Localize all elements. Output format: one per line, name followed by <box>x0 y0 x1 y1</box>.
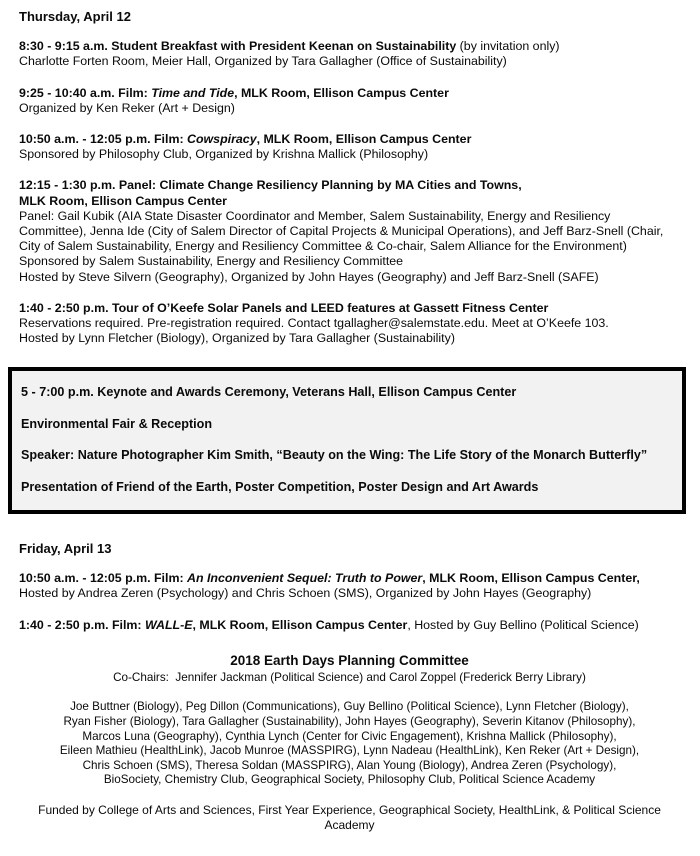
text-run: , MLK Room, Ellison Campus Center <box>256 132 472 147</box>
text-run: Organized by Ken Reker (Art + Design) <box>19 100 235 115</box>
committee-member-line: Marcos Luna (Geography), Cynthia Lynch (Center for Civic Engagement), Krishna Mallick (Philosophy), <box>82 729 617 743</box>
keynote-line: Presentation of Friend of the Earth, Poster Competition, Poster Design and Art Awards <box>21 479 539 494</box>
text-run: , MLK Room, Ellison Campus Center <box>192 617 408 632</box>
text-run: , MLK Room, Ellison Campus Center <box>234 85 449 100</box>
event-panel-climate-resiliency <box>19 178 680 284</box>
day-heading-friday: Friday, April 13 <box>19 541 112 557</box>
keynote-line: Environmental Fair & Reception <box>21 416 213 431</box>
keynote-line: 5 - 7:00 p.m. Keynote and Awards Ceremony, Veterans Hall, Ellison Campus Center <box>21 385 517 400</box>
text-run: Hosted by Andrea Zeren (Psychology) and Chris Schoen (SMS), Organized by John Hayes (Geography) <box>19 586 592 601</box>
text-run: (by invitation only) <box>456 39 560 54</box>
event-line <box>19 571 680 601</box>
event-line <box>19 54 680 69</box>
event-line <box>19 39 680 54</box>
day-heading-thursday: Thursday, April 12 <box>19 9 131 24</box>
text-run: , Hosted by Guy Bellino (Political Science) <box>407 617 639 632</box>
committee-member-line: Joe Buttner (Biology), Peg Dillon (Communications), Guy Bellino (Political Science), Lynn Fletcher (Biology), <box>70 700 629 714</box>
text-run: Hosted by Lynn Fletcher (Biology), Organized by Tara Gallagher (Sustainability) <box>19 331 455 346</box>
event-film-time-and-tide <box>19 86 680 116</box>
event-line <box>19 331 680 346</box>
committee-member-line: Eileen Mathieu (HealthLink), Jacob Munroe (MASSPIRG), Lynn Nadeau (HealthLink), Ken Reker (Art + Design), <box>59 744 640 758</box>
event-line <box>19 101 680 116</box>
event-line <box>19 132 680 147</box>
event-film-cowspiracy <box>19 132 680 162</box>
committee-member-line: Ryan Fisher (Biology), Tara Gallagher (Sustainability), John Hayes (Geography), Severin Kitanov (Philosophy), <box>63 714 636 728</box>
text-run: 9:25 - 10:40 a.m. Film: <box>19 85 152 100</box>
text-run: 10:50 a.m. - 12:05 p.m. Film: <box>19 571 188 586</box>
event-line <box>19 316 680 331</box>
text-run: 8:30 - 9:15 a.m. Student Breakfast with President Keenan on Sustainability <box>19 39 457 54</box>
event-line <box>19 147 680 162</box>
text-run: 10:50 a.m. - 12:05 p.m. Film: <box>19 132 188 147</box>
text-run: Time and Tide <box>151 85 235 100</box>
email-text: tgallagher@salemstate.edu <box>333 316 485 331</box>
event-line <box>19 178 680 193</box>
text-run: Cowspiracy <box>187 132 257 147</box>
text-run: WALL-E <box>145 617 193 632</box>
event-line <box>19 254 680 269</box>
funding-note: Funded by College of Arts and Sciences, First Year Experience, Geographical Society, HealthLink, & Political Science Academy <box>38 802 661 833</box>
text-run: , MLK Room, Ellison Campus Center, <box>422 571 640 586</box>
keynote-box <box>8 367 686 514</box>
text-run: Sponsored by Salem Sustainability, Energy and Resiliency Committee <box>19 254 404 269</box>
text-run: . Meet at O’Keefe 103. <box>484 316 609 331</box>
event-student-breakfast <box>19 39 680 69</box>
committee-member-line: BioSociety, Chemistry Club, Geographical Society, Philosophy Club, Political Science Academy <box>103 773 596 787</box>
text-run: 12:15 - 1:30 p.m. Panel: Climate Change Resiliency Planning by MA Cities and Towns, <box>19 178 522 193</box>
text-run: Hosted by Steve Silvern (Geography), Organized by John Hayes (Geography) and Jeff Barz-Snell (SAFE) <box>19 269 599 284</box>
committee-members <box>19 700 680 788</box>
event-line <box>19 618 680 633</box>
event-line <box>19 209 680 255</box>
event-film-inconvenient-sequel <box>19 571 680 601</box>
text-run: MLK Room, Ellison Campus Center <box>19 193 227 208</box>
text-run: 1:40 - 2:50 p.m. Film: <box>19 617 146 632</box>
event-line <box>19 270 680 285</box>
event-line <box>19 86 680 101</box>
event-solar-tour <box>19 301 680 347</box>
event-film-wall-e <box>19 618 680 633</box>
keynote-line: Speaker: Nature Photographer Kim Smith, “Beauty on the Wing: The Life Story of the Monarch Butterfly” <box>21 448 648 463</box>
event-line <box>19 194 680 209</box>
text-run: Sponsored by Philosophy Club, Organized by Krishna Mallick (Philosophy) <box>19 147 429 162</box>
text-run: Charlotte Forten Room, Meier Hall, Organized by Tara Gallagher (Office of Sustainability) <box>19 54 507 69</box>
committee-title: 2018 Earth Days Planning Committee <box>230 652 469 668</box>
text-run: 1:40 - 2:50 p.m. Tour of O’Keefe Solar Panels and LEED features at Gassett Fitness Center <box>19 300 549 315</box>
text-run: Reservations required. Pre-registration required. Contact <box>19 316 334 331</box>
event-line <box>19 301 680 316</box>
text-run: An Inconvenient Sequel: Truth to Power <box>187 571 423 586</box>
committee-co-chairs: Co-Chairs: Jennifer Jackman (Political Science) and Carol Zoppel (Frederick Berry Library) <box>113 671 586 685</box>
committee-member-line: Chris Schoen (SMS), Theresa Soldan (MASSPIRG), Alan Young (Biology), Andrea Zeren (Psychology), <box>82 758 617 772</box>
text-run: Panel: Gail Kubik (AIA State Disaster Coordinator and Member, Salem Sustainability, Energy and Resiliency Committee), Jenna Ide (City of Salem Director of Capital Projects & Municipal Operations), and Jeff Barz-Snell (Chair, City of Salem Sustainability, Energy and Resiliency Committee & Co-chair, Salem Alliance for the Environment) <box>19 208 664 254</box>
